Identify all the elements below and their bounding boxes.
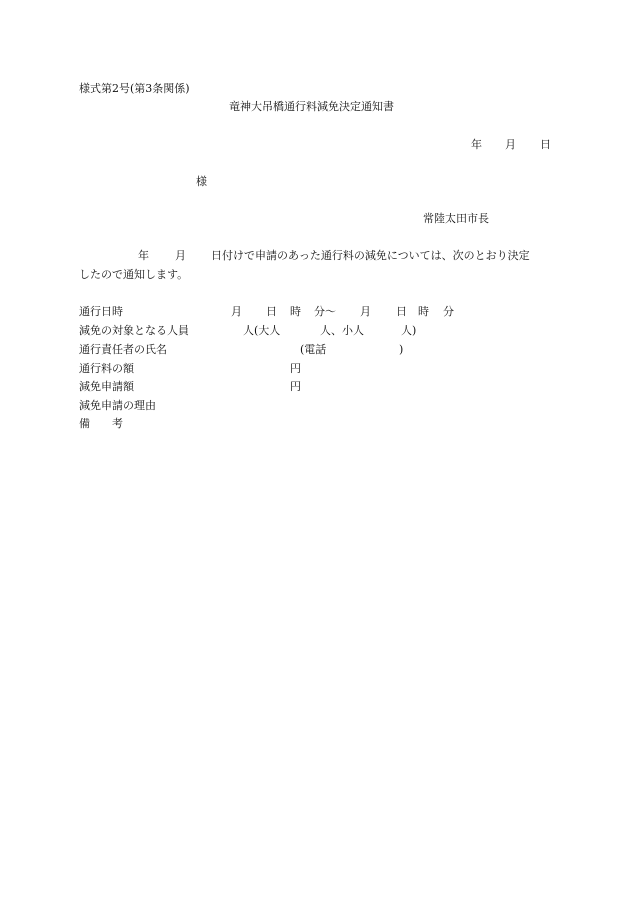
travel-hour-1: 時 (290, 305, 301, 318)
label-responsible: 通行責任者の氏名 (79, 343, 167, 356)
body-line-2: したので通知します。 (79, 268, 189, 281)
date-year: 年 (471, 138, 482, 151)
travel-hour-2: 時 (418, 305, 429, 318)
label-reason: 減免申請の理由 (79, 399, 156, 412)
travel-day-1: 日 (266, 305, 277, 318)
fee-unit: 円 (290, 362, 301, 375)
addressee-suffix: 様 (196, 175, 207, 188)
persons-unit-total: 人(大人 (243, 324, 281, 337)
date-month: 月 (505, 138, 516, 151)
label-persons: 減免の対象となる人員 (79, 324, 189, 337)
phone-open: (電話 (300, 343, 327, 356)
travel-minute-1: 分〜 (314, 305, 336, 318)
body-month: 月 (175, 249, 186, 262)
travel-day-2: 日 (396, 305, 407, 318)
travel-month-1: 月 (231, 305, 242, 318)
label-exemption-amount: 減免申請額 (79, 380, 134, 393)
persons-unit-child: 人) (401, 324, 417, 337)
body-year: 年 (138, 249, 149, 262)
label-remarks: 備 考 (79, 417, 123, 430)
label-travel-datetime: 通行日時 (79, 305, 123, 318)
form-number: 様式第2号(第3条関係) (79, 82, 190, 95)
date-day: 日 (540, 138, 551, 151)
persons-unit-adult: 人、小人 (320, 324, 364, 337)
label-fee: 通行料の額 (79, 362, 134, 375)
phone-close: ) (399, 343, 404, 356)
issuer-name: 常陸太田市長 (423, 212, 489, 225)
travel-minute-2: 分 (443, 305, 454, 318)
travel-month-2: 月 (360, 305, 371, 318)
document-title: 竜神大吊橋通行料減免決定通知書 (229, 100, 394, 113)
body-line-1: 日付けで申請のあった通行料の減免については、次のとおり決定 (211, 249, 530, 262)
exemption-amount-unit: 円 (290, 380, 301, 393)
